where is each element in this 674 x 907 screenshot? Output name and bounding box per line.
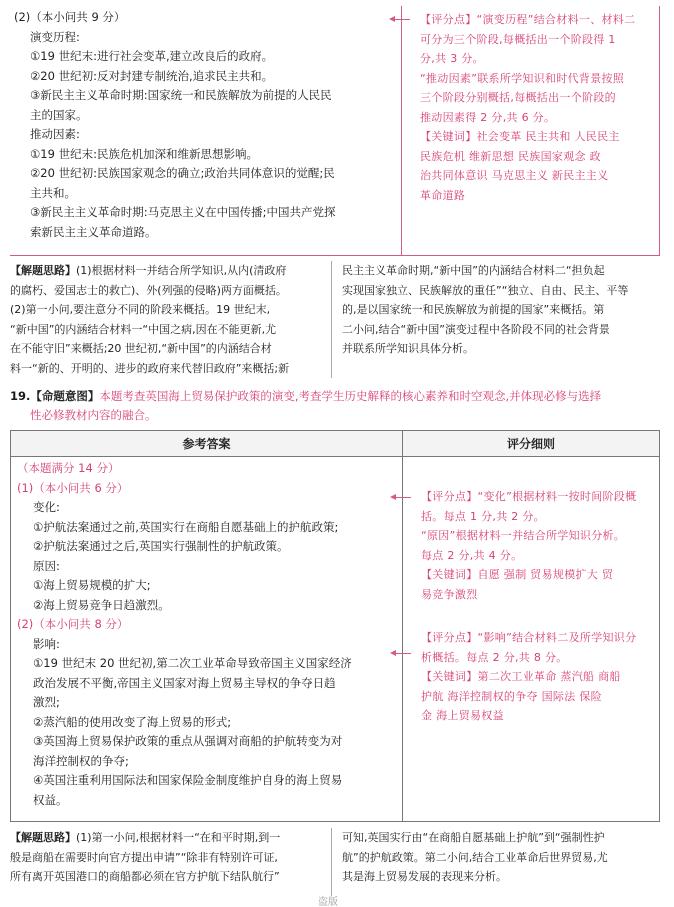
rubric-line: 三个阶段分别概括,每概括出一个阶段的 bbox=[420, 91, 616, 104]
rubric-line: 民族危机 维新思想 民族国家观念 政 bbox=[420, 149, 601, 163]
rubric-line: 可分为三个阶段,每概括出一个阶段得 1 bbox=[420, 32, 616, 46]
rubric-line: “推动因素”联系所学知识和时代背景按照 bbox=[420, 71, 625, 85]
rubric-line: 推动因素得 2 分,共 6 分。 bbox=[420, 110, 556, 124]
intent-line bbox=[10, 387, 664, 406]
thinking-line: 的,是以国家统一和民族解放为前提的国家”来概括。第 bbox=[342, 303, 605, 316]
answer-line: 主共和。 bbox=[30, 185, 76, 200]
arrow-left-icon bbox=[392, 19, 410, 20]
thinking-tag: 【解题思路】 bbox=[10, 264, 76, 277]
thinking-line: 可知,英国实行由“在商船自愿基础上护航”到“强制性护 bbox=[342, 831, 605, 844]
rubric-line: 【评分点】“演变历程”结合材料一、材料二 bbox=[420, 13, 636, 26]
thinking-left-column bbox=[10, 261, 332, 378]
thinking-line bbox=[10, 261, 325, 281]
answer-line: ①19 世纪末:进行社会变革,建立改良后的政府。 bbox=[30, 49, 274, 63]
thinking-line: 二小问,结合“新中国”演变过程中各阶段不同的社会背景 bbox=[342, 322, 610, 336]
col-header-rubric: 评分细则 bbox=[506, 437, 555, 451]
answer-line: ①19 世纪末:民族危机加深和维新思想影响。 bbox=[30, 146, 258, 161]
thinking-line: 所有离开英国港口的商船都必须在官方护航下结队航行” bbox=[10, 870, 280, 883]
q18-part2-header: (2)（本小问共 9 分） bbox=[14, 10, 126, 24]
rubric-line: “原因”根据材料一并结合所学知识分析。 bbox=[421, 529, 626, 542]
watermark-footer: 盗版 bbox=[318, 897, 338, 907]
answer-line: ④英国注重利用国际法和国家保险金制度维护自身的海上贸易 bbox=[33, 773, 343, 787]
answer-line: ②20 世纪初:反对封建专制统治,追求民主共和。 bbox=[30, 68, 274, 83]
rubric-line: 析概括。每点 2 分,共 8 分。 bbox=[421, 650, 568, 664]
answer-line: ①护航法案通过之前,英国实行在商船自愿基础上的护航政策; bbox=[33, 519, 339, 534]
answer-line: 影响: bbox=[33, 636, 60, 651]
part2-header: (2)（本小问共 8 分） bbox=[17, 617, 129, 631]
answer-line: ②20 世纪初:民族国家观念的确立;政治共同体意识的觉醒;民 bbox=[30, 166, 335, 180]
thinking-tag: 【解题思路】 bbox=[10, 831, 76, 844]
answer-line: 海洋控制权的争夺; bbox=[33, 753, 129, 768]
rubric-line: 【关键词】社会变革 民主共和 人民民主 bbox=[420, 130, 620, 143]
answer-line: 索新民主主义革命道路。 bbox=[30, 224, 157, 239]
thinking-line: 其是海上贸易发展的表现来分析。 bbox=[342, 870, 507, 883]
rubric-line: 易竞争激烈 bbox=[421, 587, 478, 601]
answer-line: ①海上贸易规模的扩大; bbox=[33, 578, 151, 592]
answer-line: 政治发展不平衡,帝国主义国家对海上贸易主导权的争夺日趋 bbox=[33, 675, 336, 690]
thinking-line: 航”的护航政策。第二小问,结合工业革命后世界贸易,尤 bbox=[342, 850, 608, 864]
answer-line: ①19 世纪末 20 世纪初,第二次工业革命导致帝国主义国家经济 bbox=[33, 656, 352, 670]
thinking-line: 般是商船在需要时向官方提出申请”“除非有特别许可证, bbox=[10, 850, 278, 864]
rubric-line: 金 海上贸易权益 bbox=[421, 709, 504, 722]
answer-line: ③新民主主义革命时期:国家统一和民族解放为前提的人民民 bbox=[30, 88, 332, 102]
thinking-line: 料一“新的、开明的、进步的政府来代替旧政府”来概括;新 bbox=[10, 361, 290, 375]
thinking-right-column bbox=[342, 828, 660, 887]
answer-line: 推动因素: bbox=[30, 127, 80, 141]
q19-rubric-column bbox=[403, 457, 659, 821]
answer-line: ③英国海上贸易保护政策的重点从强调对商船的护航转变为对 bbox=[33, 734, 343, 748]
thinking-line: 并联系所学知识具体分析。 bbox=[342, 342, 474, 355]
table-header-row bbox=[11, 431, 659, 457]
q19-solution-thinking bbox=[10, 828, 660, 898]
q18-answer-column bbox=[10, 6, 402, 256]
q18-answer-box bbox=[10, 6, 660, 256]
rubric-line: 【评分点】“影响”结合材料二及所学知识分 bbox=[421, 631, 637, 644]
intent-text: 本题考查英国海上贸易保护政策的演变,考查学生历史解释的核心素养和时空观念,并体现必修与选择 bbox=[99, 389, 602, 403]
thinking-line: 在不能守旧”来概括;20 世纪初,“新中国”的内涵结合材 bbox=[10, 342, 272, 355]
rubric-line: 护航 海洋控制权的争夺 国际法 保险 bbox=[421, 689, 602, 703]
answer-line: 演变历程: bbox=[30, 29, 80, 44]
answer-line: 激烈; bbox=[33, 695, 60, 709]
answer-line: 原因: bbox=[33, 558, 60, 573]
answer-line: 变化: bbox=[33, 500, 60, 514]
q19-answer-column bbox=[11, 457, 403, 821]
answer-line: ③新民主主义革命时期:马克思主义在中国传播;中国共产党探 bbox=[30, 205, 336, 219]
rubric-line: 括。每点 1 分,共 2 分。 bbox=[421, 509, 545, 523]
intent-line: 性必修教材内容的融合。 bbox=[30, 408, 157, 422]
arrow-left-icon bbox=[393, 497, 411, 498]
q19-intent bbox=[10, 387, 664, 425]
thinking-left-column bbox=[10, 828, 332, 896]
answer-line: ②蒸汽船的使用改变了海上贸易的形式; bbox=[33, 714, 232, 729]
rubric-line: 【关键词】第二次工业革命 蒸汽船 商船 bbox=[421, 670, 621, 683]
rubric-line: 【关键词】自愿 强制 贸易规模扩大 贸 bbox=[421, 568, 614, 581]
spacer bbox=[421, 604, 653, 628]
rubric-line: 治共同体意识 马克思主义 新民主主义 bbox=[420, 169, 609, 182]
answer-line: ②海上贸易竞争日趋激烈。 bbox=[33, 597, 170, 612]
intent-tag: 【命题意图】 bbox=[30, 389, 100, 403]
rubric-line: 每点 2 分,共 4 分。 bbox=[421, 548, 523, 562]
thinking-line: 实现国家独立、民族解放的重任”“独立、自由、民主、平等 bbox=[342, 283, 629, 297]
arrow-left-icon bbox=[393, 653, 411, 654]
total-score: （本题满分 14 分） bbox=[17, 461, 120, 475]
q19-answer-table bbox=[10, 430, 660, 822]
q18-solution-thinking bbox=[10, 261, 660, 381]
answer-line: 主的国家。 bbox=[30, 107, 88, 122]
thinking-line: 民主主义革命时期,“新中国”的内涵结合材料二“担负起 bbox=[342, 264, 605, 277]
thinking-line: “新中国”的内涵结合材料一“中国之病,因在不能更新,尤 bbox=[10, 322, 277, 336]
part1-header: (1)（本小问共 6 分） bbox=[17, 480, 129, 495]
answer-line: ②护航法案通过之后,英国实行强制性的护航政策。 bbox=[33, 539, 289, 553]
thinking-text: (1)根据材料一并结合所学知识,从内(清政府 bbox=[76, 264, 287, 277]
rubric-line: 分,共 3 分。 bbox=[420, 52, 484, 65]
thinking-text: (1)第一小问,根据材料一“在和平时期,到一 bbox=[76, 831, 281, 844]
question-number: 19. bbox=[10, 389, 31, 403]
rubric-line: 【评分点】“变化”根据材料一按时间阶段概 bbox=[421, 490, 637, 503]
col-header-answer: 参考答案 bbox=[11, 431, 403, 457]
rubric-line: 革命道路 bbox=[420, 188, 466, 202]
answer-line: 权益。 bbox=[33, 792, 68, 807]
thinking-line: (2)第一小问,要注意分不同的阶段来概括。19 世纪末, bbox=[10, 303, 271, 316]
thinking-right-column bbox=[342, 261, 660, 359]
q18-rubric-column bbox=[402, 6, 660, 256]
thinking-line: 的腐朽、爱国志士的救亡)、外(列强的侵略)两方面概括。 bbox=[10, 283, 287, 297]
thinking-line bbox=[10, 828, 325, 848]
